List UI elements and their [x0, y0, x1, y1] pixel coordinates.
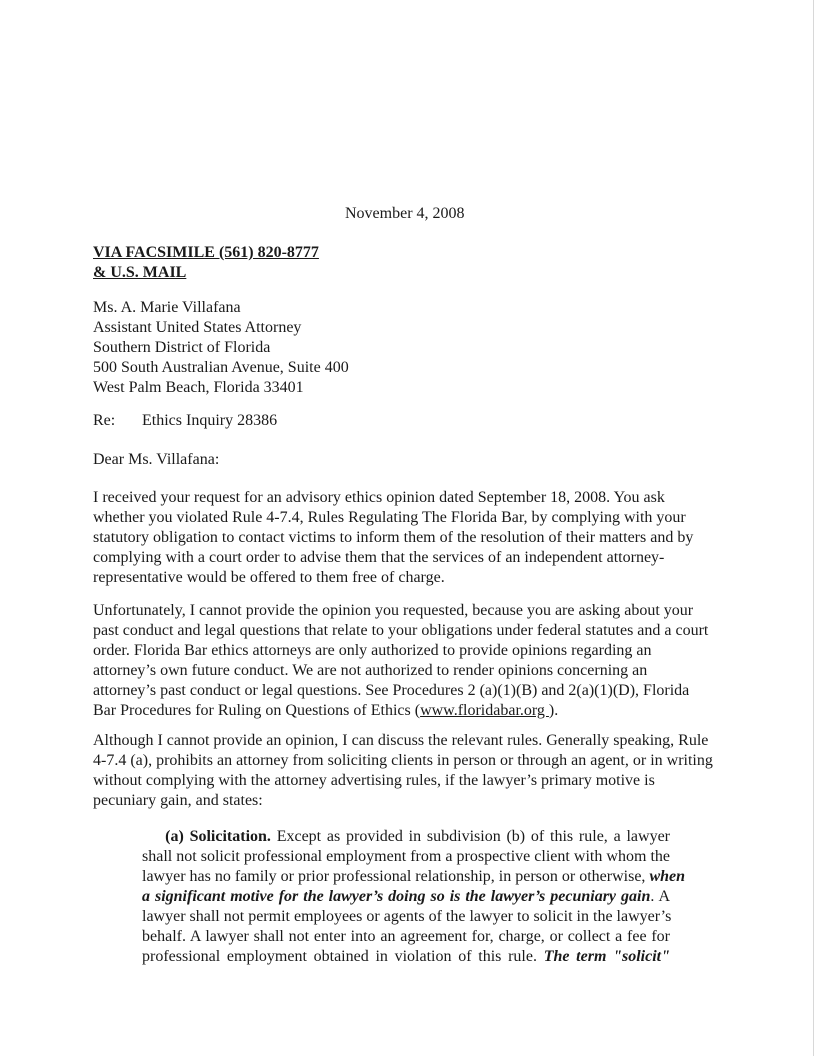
recipient-office: Southern District of Florida	[93, 339, 271, 356]
body-paragraph-2	[93, 601, 721, 721]
paragraph-line: order. Florida Bar ethics attorneys are only authorized to provide opinions regarding an	[93, 642, 652, 659]
paragraph-line: attorney’s past conduct or legal questions. See Procedures 2 (a)(1)(B) and 2(a)(1)(D), Florida	[93, 682, 690, 699]
subject-label: Re:	[93, 412, 116, 429]
quote-line	[142, 887, 670, 907]
delivery-method	[93, 243, 319, 283]
salutation: Dear Ms. Villafana:	[93, 451, 220, 468]
paragraph-line: pecuniary gain, and states:	[93, 792, 263, 809]
paragraph-text: ).	[548, 702, 559, 719]
quote-emphasis: The term "solicit"	[543, 948, 670, 965]
paragraph-line: attorney’s own future conduct. We are not authorized to render opinions concerning an	[93, 662, 648, 679]
delivery-line-mail: & U.S. MAIL	[93, 264, 187, 281]
recipient-address	[93, 298, 349, 398]
subject-line	[93, 411, 277, 431]
paragraph-line: I received your request for an advisory ethics opinion dated September 18, 2008. You ask	[93, 489, 665, 506]
quote-line: behalf. A lawyer shall not enter into an agreement for, charge, or collect a fee for	[142, 928, 670, 945]
delivery-line-facsimile: VIA FACSIMILE (561) 820-8777	[93, 244, 319, 261]
quote-line: shall not solicit professional employment from a prospective client with whom the	[142, 848, 670, 865]
recipient-title: Assistant United States Attorney	[93, 319, 302, 336]
letter-date: November 4, 2008	[345, 205, 465, 222]
quote-emphasis: when	[649, 868, 686, 885]
paragraph-line: Unfortunately, I cannot provide the opinion you requested, because you are asking about your	[93, 602, 694, 619]
body-paragraph-1	[93, 488, 721, 588]
paragraph-text: Bar Procedures for Ruling on Questions of Ethics (	[93, 702, 421, 719]
paragraph-line: without complying with the attorney advertising rules, if the lawyer’s primary motive is	[93, 772, 655, 789]
paragraph-line: statutory obligation to contact victims to inform them of the resolution of their matters and by	[93, 529, 694, 546]
recipient-name: Ms. A. Marie Villafana	[93, 299, 241, 316]
paragraph-line: 4-7.4 (a), prohibits an attorney from soliciting clients in person or through an agent, or in writing	[93, 752, 713, 769]
quote-text: lawyer has no family or prior professional relationship, in person or otherwise,	[142, 868, 650, 885]
floridabar-link[interactable]: www.floridabar.org	[420, 702, 549, 719]
quote-line	[142, 947, 670, 967]
quote-line: lawyer shall not permit employees or agents of the lawyer to solicit in the lawyer’s	[142, 908, 672, 925]
paragraph-line: whether you violated Rule 4-7.4, Rules Regulating The Florida Bar, by complying with your	[93, 509, 686, 526]
page-edge-divider	[813, 0, 814, 1056]
quote-line	[142, 827, 670, 847]
recipient-street: 500 South Australian Avenue, Suite 400	[93, 359, 349, 376]
quote-text: professional employment obtained in violation of this rule.	[142, 948, 544, 965]
body-paragraph-3	[93, 731, 721, 811]
quote-emphasis: a significant motive for the lawyer’s doing so is the lawyer’s pecuniary gain	[142, 888, 651, 905]
quote-text: . A	[650, 888, 671, 905]
rule-quotation	[142, 827, 686, 967]
paragraph-line: complying with a court order to advise them that the services of an independent attorney-	[93, 549, 665, 566]
quote-text: Except as provided in subdivision (b) of this rule, a lawyer	[270, 828, 671, 845]
paragraph-line: past conduct and legal questions that relate to your obligations under federal statutes and a court	[93, 622, 709, 639]
subject-text: Ethics Inquiry 28386	[142, 412, 278, 429]
paragraph-line	[93, 701, 721, 721]
recipient-city: West Palm Beach, Florida 33401	[93, 379, 304, 396]
quote-heading: (a) Solicitation.	[165, 828, 271, 845]
quote-line	[142, 867, 686, 887]
paragraph-line: Although I cannot provide an opinion, I can discuss the relevant rules. Generally speaking, Rule	[93, 732, 709, 749]
paragraph-line: representative would be offered to them free of charge.	[93, 569, 445, 586]
